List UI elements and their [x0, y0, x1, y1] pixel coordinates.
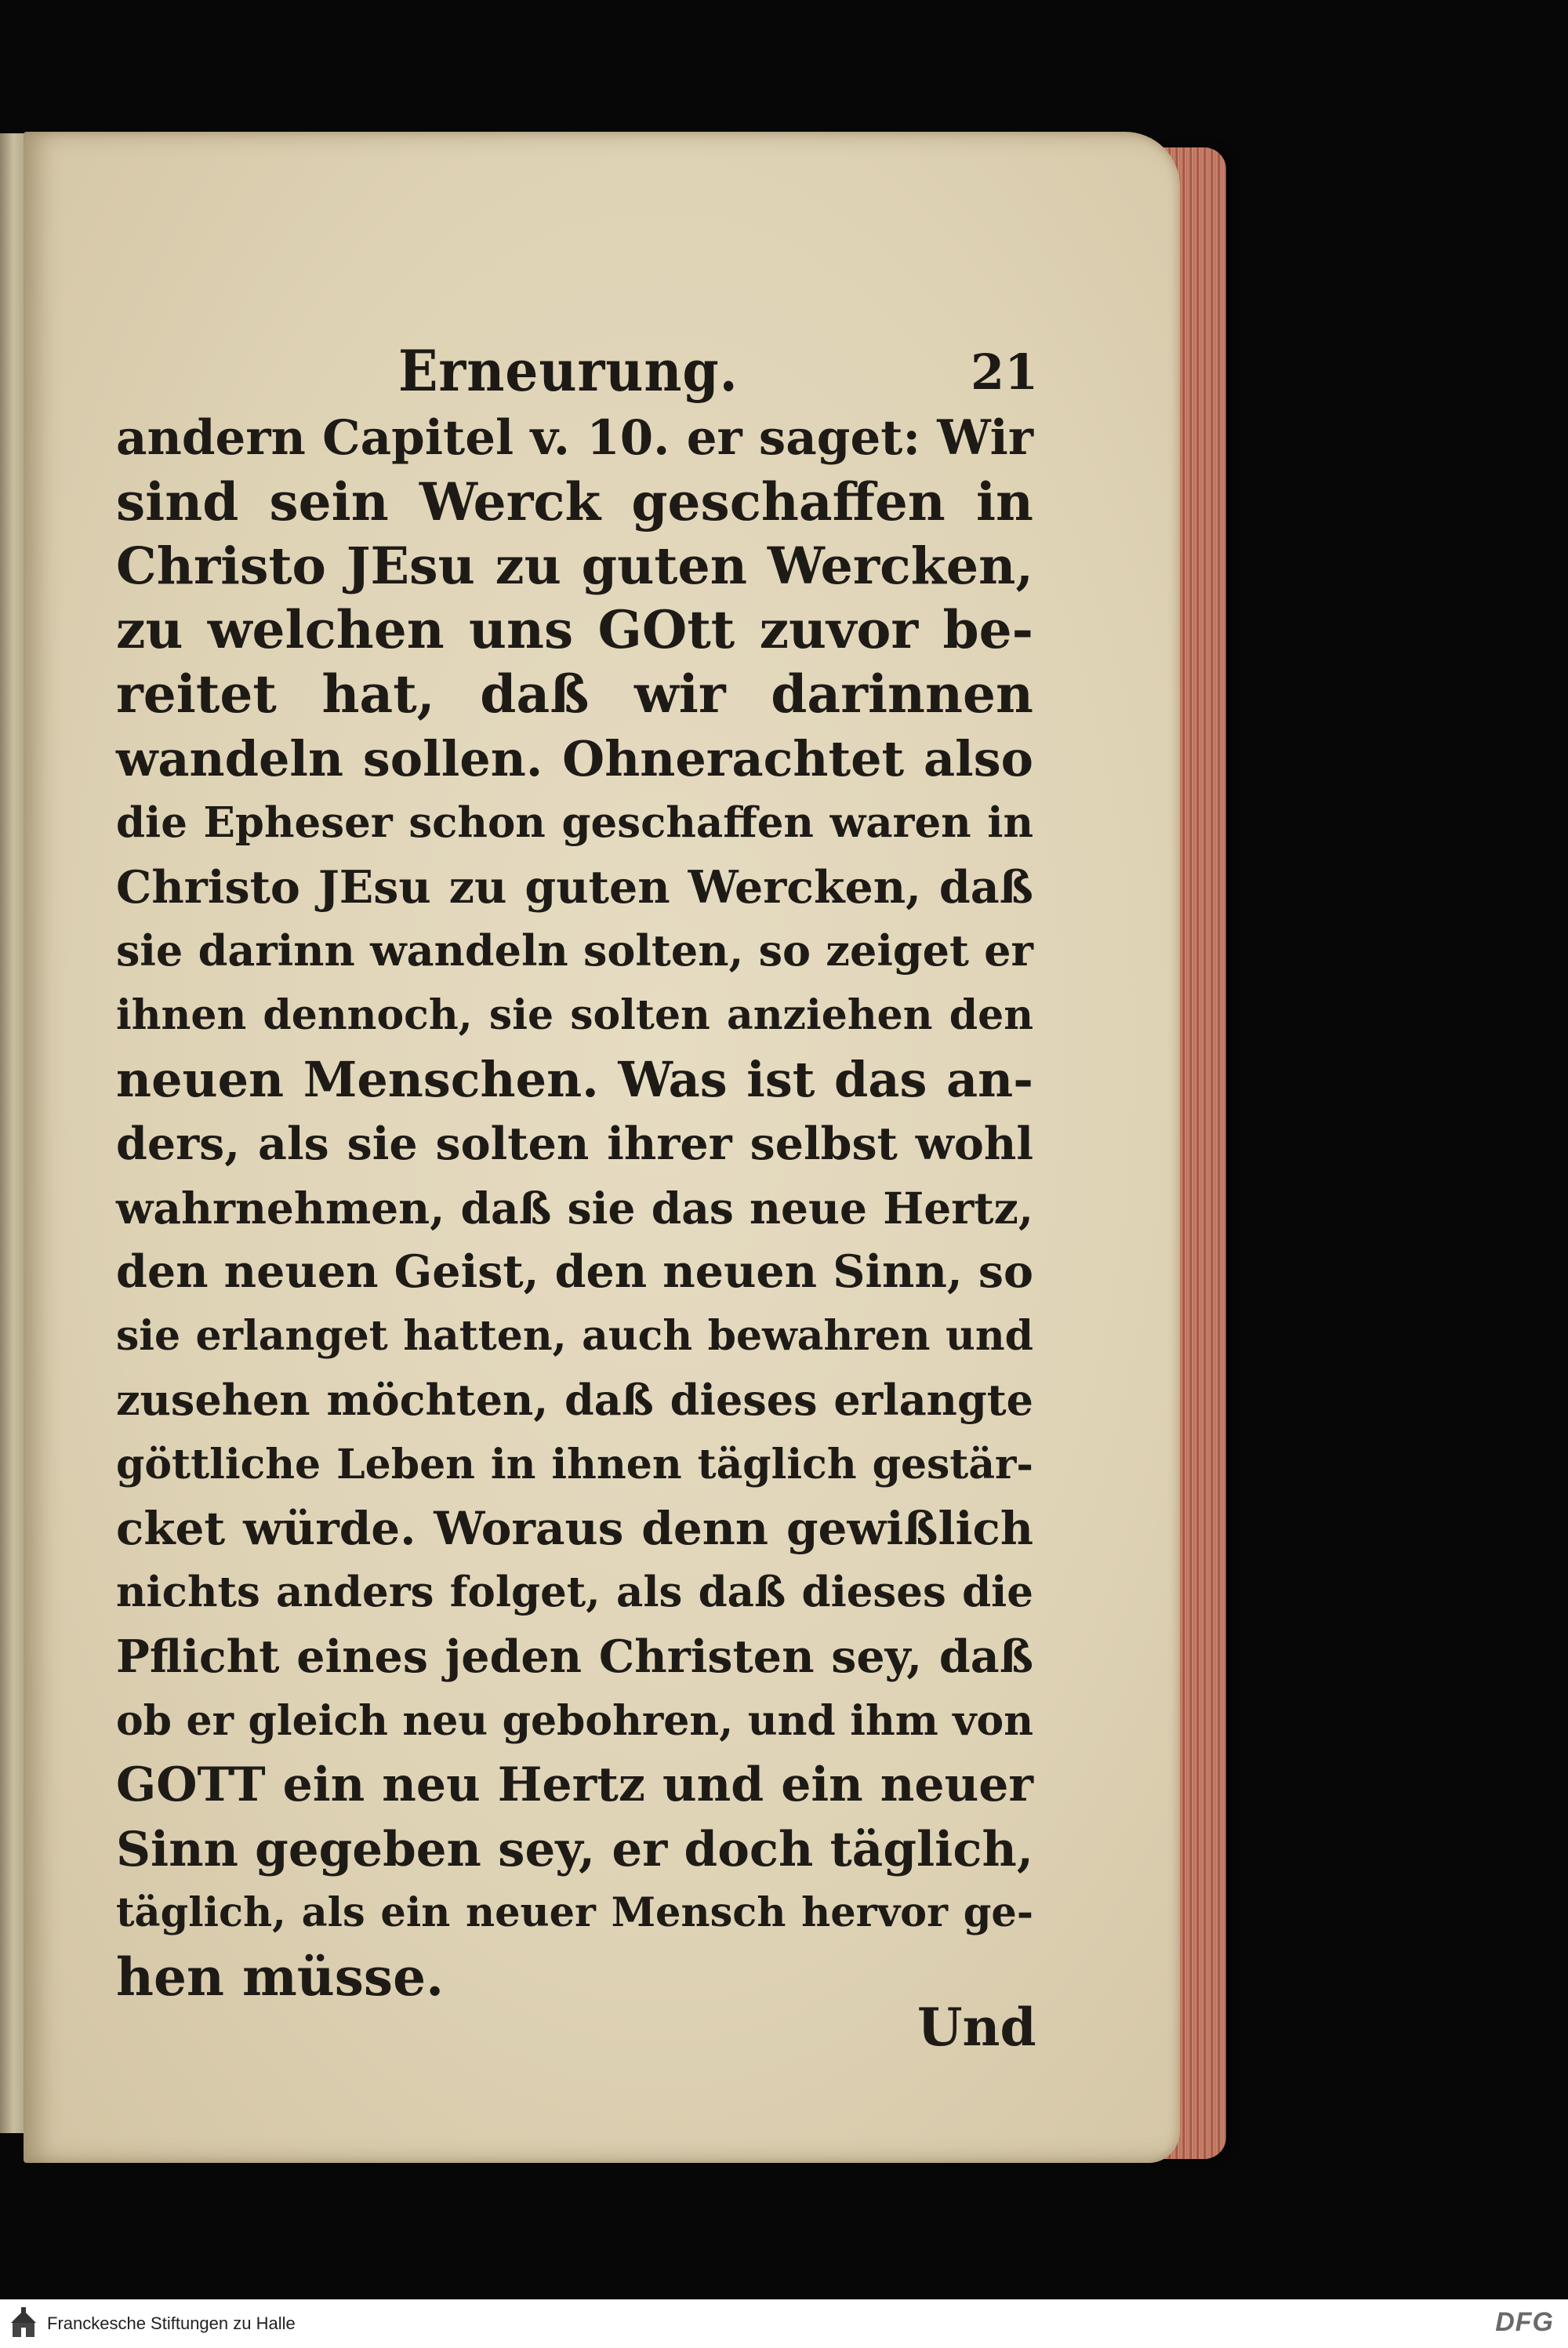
dfg-logo: DFG	[1495, 2307, 1554, 2337]
catchword: Und	[917, 1997, 1036, 2058]
text-line: reitet hat, daß wir darinnen	[116, 663, 1033, 725]
text-line: ders, als sie solten ihrer selbst wohl	[116, 1117, 1033, 1170]
running-head: Erneurung.	[398, 337, 739, 404]
text-line: göttliche Leben in ihnen täglich gestär-	[116, 1440, 1033, 1488]
page-header	[24, 337, 1180, 408]
text-line: sie erlanget hatten, auch bewahren und	[116, 1312, 1033, 1361]
body-text	[116, 406, 1033, 2010]
text-line: den neuen Geist, den neuen Sinn, so	[116, 1245, 1033, 1299]
text-line: sie darinn wandeln solten, so zeiget er	[116, 925, 1033, 976]
text-line: hen müsse.	[116, 1946, 445, 2008]
institution-name: Franckesche Stiftungen zu Halle	[47, 2313, 296, 2333]
institution-logo-icon	[8, 2306, 39, 2342]
text-line: nichts anders folget, als daß dieses die	[116, 1568, 1033, 1617]
text-line: cket würde. Woraus denn gewißlich	[116, 1501, 1033, 1555]
text-line: zu welchen uns GOtt zuvor be-	[116, 599, 1033, 661]
text-line: Christo JEsu zu guten Wercken, daß	[116, 860, 1033, 914]
footer-bar	[0, 2299, 1568, 2348]
text-line: wahrnehmen, daß sie das neue Hertz,	[116, 1182, 1033, 1234]
text-line: GOTT ein neu Hertz und ein neuer	[116, 1757, 1033, 1812]
text-line: Pflicht eines jeden Christen sey, daß	[116, 1630, 1033, 1684]
text-line: täglich, als ein neuer Mensch hervor ge-	[116, 1889, 1033, 1937]
text-line: Sinn gegeben sey, er doch täglich,	[116, 1821, 1034, 1877]
page-number: 21	[971, 343, 1039, 401]
text-line: zusehen möchten, daß dieses erlangte	[116, 1374, 1033, 1425]
text-line: andern Capitel v. 10. er saget: Wir	[116, 410, 1033, 466]
text-line: neuen Menschen. Was ist das an-	[116, 1050, 1033, 1108]
text-line: sind sein Werck geschaffen in	[116, 471, 1033, 532]
book-page	[24, 132, 1180, 2163]
text-line: ob er gleich neu gebohren, und ihm von	[116, 1696, 1033, 1745]
text-line: die Epheser schon geschaffen waren in	[116, 798, 1033, 847]
text-line: wandeln sollen. Ohnerachtet also	[116, 729, 1033, 787]
text-line: Christo JEsu zu guten Wercken,	[116, 536, 1033, 596]
text-line: ihnen dennoch, sie solten anziehen den	[116, 991, 1033, 1040]
